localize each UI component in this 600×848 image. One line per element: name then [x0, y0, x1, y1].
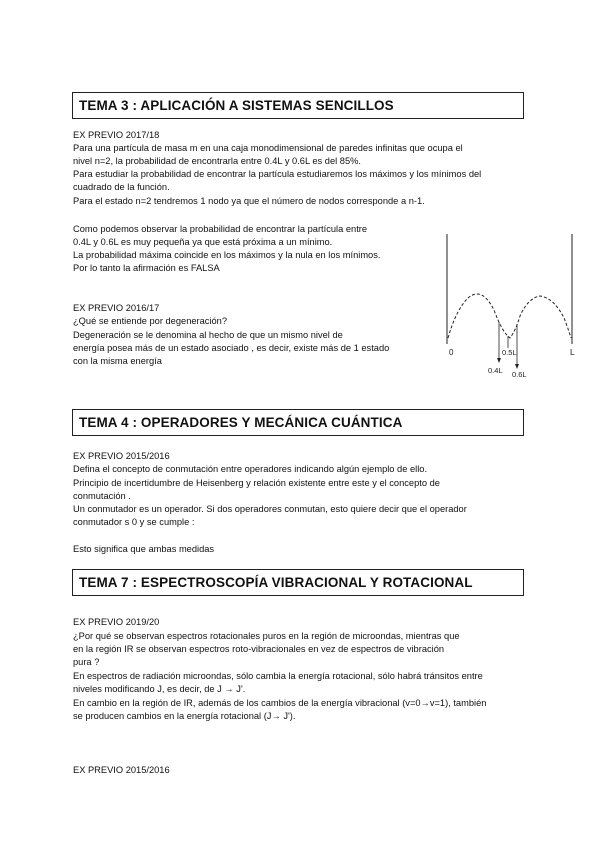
- answer-text: Un conmutador es un operador. Si dos operadores conmutan, esto quiere decir que el operador: [73, 504, 467, 514]
- question-text: en la región IR se observan espectros roto-vibracionales en vez de espectros de vibración: [73, 644, 445, 654]
- probability-curve: [448, 294, 571, 338]
- probability-density-figure: [440, 212, 590, 382]
- answer-text: Esto significa que ambas medidas: [73, 544, 215, 554]
- question-text: nivel n=2, la probabilidad de encontrarla entre 0.4L y 0.6L es del 85%.: [73, 156, 361, 166]
- exam-label: EX PREVIO 2015/2016: [73, 451, 170, 461]
- answer-text: niveles modificando J, es decir, de J → J'.: [73, 684, 246, 694]
- question-text: Para una partícula de masa m en una caja monodimensional de paredes infinitas que ocupa el: [73, 143, 463, 153]
- label-06l: 0.6L: [512, 370, 527, 379]
- section-title: TEMA 7 : ESPECTROSCOPÍA VIBRACIONAL Y ROTACIONAL: [79, 575, 473, 590]
- answer-text: con la misma energía: [73, 356, 162, 366]
- section-title: TEMA 4 : OPERADORES Y MECÁNICA CUÁNTICA: [79, 415, 403, 430]
- exam-label: EX PREVIO 2015/2016: [73, 765, 170, 775]
- answer-text: Degeneración se le denomina al hecho de que un mismo nivel de: [73, 330, 343, 340]
- answer-text: se producen cambios en la energía rotacional (J→ J').: [73, 711, 296, 721]
- section-header-tema7: [72, 569, 524, 596]
- answer-text: energía posea más de un estado asociado , es decir, existe más de 1 estado: [73, 343, 390, 353]
- answer-text: conmutador s 0 y se cumple :: [73, 517, 195, 527]
- answer-text: La probabilidad máxima coincide en los máximos y la nula en los mínimos.: [73, 250, 381, 260]
- section-title: TEMA 3 : APLICACIÓN A SISTEMAS SENCILLOS: [79, 98, 394, 113]
- question-text: ¿Qué se entiende por degeneración?: [73, 316, 228, 326]
- question-text: ¿Por qué se observan espectros rotacionales puros en la región de microondas, mientras que: [73, 631, 460, 641]
- section-header-tema3: [72, 92, 524, 119]
- answer-text: En cambio en la región de IR, además de los cambios de la energía vibracional (v=0→v=1), también: [73, 698, 487, 708]
- answer-text: Por lo tanto la afirmación es FALSA: [73, 263, 220, 273]
- answer-text: Para el estado n=2 tendremos 1 nodo ya que el número de nodos corresponde a n-1.: [73, 196, 425, 206]
- label-04l: 0.4L: [488, 366, 503, 375]
- end-label: L: [570, 347, 575, 357]
- question-text: conmutación .: [73, 491, 131, 501]
- label-05l: 0.5L: [502, 348, 517, 357]
- exam-label: EX PREVIO 2016/17: [73, 303, 160, 313]
- answer-text: Para estudiar la probabilidad de encontrar la partícula estudiaremos los máximos y los mínimos del: [73, 169, 482, 179]
- question-text: Defina el concepto de conmutación entre operadores indicando algún ejemplo de ello.: [73, 464, 428, 474]
- arrow-head: [497, 358, 501, 363]
- arrow-head: [515, 364, 519, 369]
- answer-text: Como podemos observar la probabilidad de encontrar la partícula entre: [73, 224, 368, 234]
- exam-label: EX PREVIO 2017/18: [73, 130, 160, 140]
- exam-label: EX PREVIO 2019/20: [73, 617, 160, 627]
- origin-label: 0: [449, 348, 454, 357]
- question-text: pura ?: [73, 657, 100, 667]
- answer-text: 0.4L y 0.6L es muy pequeña ya que está próxima a un mínimo.: [73, 237, 333, 247]
- section-header-tema4: [72, 409, 524, 436]
- question-text: Principio de incertidumbre de Heisenberg y relación existente entre este y el concepto de: [73, 478, 440, 488]
- answer-text: cuadrado de la función.: [73, 182, 170, 192]
- answer-text: En espectros de radiación microondas, sólo cambia la energía rotacional, sólo habrá tránsitos entre: [73, 671, 483, 681]
